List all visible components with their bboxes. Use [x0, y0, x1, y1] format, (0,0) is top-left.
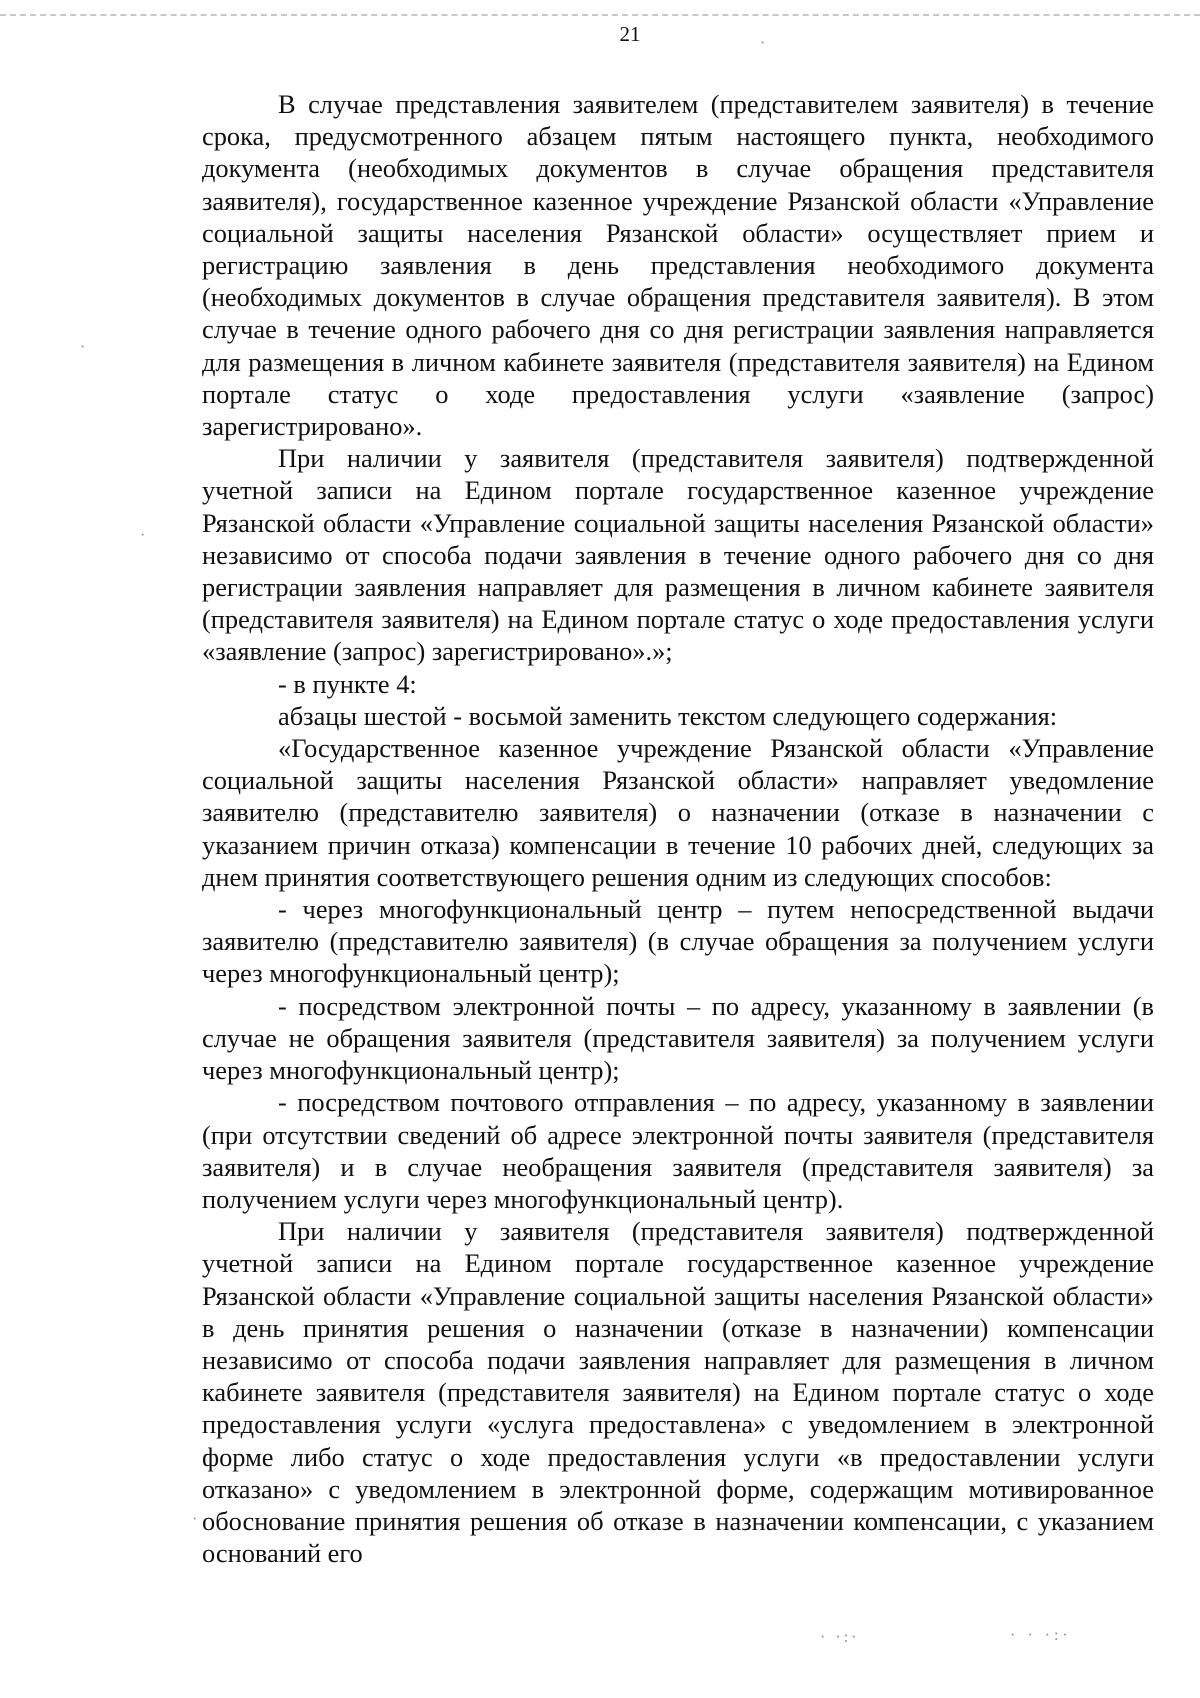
scan-speck: ·: [140, 527, 146, 544]
scan-speck: ·: [760, 35, 766, 52]
document-body: [202, 88, 1154, 1569]
paragraph: - посредством почтового отправления – по адресу, указанному в заявлении (при отсутствии сведений об адресе электронной почты заявителя (представителя заявителя) и в случае необращения заявителя (представителя заявителя) за получением услуги через многофункциональный центр).: [202, 1087, 1154, 1214]
scan-top-edge: [0, 14, 1200, 16]
paragraph: - в пункте 4:: [278, 668, 417, 699]
paragraph: абзацы шестой - восьмой заменить текстом следующего содержания:: [278, 700, 1058, 731]
scan-speck: · · ·:·: [1010, 1627, 1072, 1644]
paragraph: В случае представления заявителем (представителем заявителя) в течение срока, предусмотренного абзацем пятым настоящего пункта, необходимого документа (необходимых документов в случае обращения представителя заявителя), государственное казенное учреждение Рязанской области «Управление социальной защиты населения Рязанской области» осуществляет прием и регистрацию заявления в день представления необходимого документа (необходимых документов в случае обращения представителя заявителя). В этом случае в течение одного рабочего дня со дня регистрации заявления направляется для размещения в личном кабинете заявителя (представителя заявителя) на Едином портале статус о ходе предоставления услуги «заявление (запрос) зарегистрировано».: [202, 89, 1154, 442]
paragraph: - через многофункциональный центр – путем непосредственной выдачи заявителю (представителю заявителя) (в случае обращения за получением услуги через многофункциональный центр);: [202, 894, 1154, 989]
paragraph: При наличии у заявителя (представителя заявителя) подтвержденной учетной записи на Едином портале государственное казенное учреждение Рязанской области «Управление социальной защиты населения Рязанской области» независимо от способа подачи заявления в течение одного рабочего дня со дня регистрации заявления направляет для размещения в личном кабинете заявителя (представителя заявителя) на Едином портале статус о ходе предоставления услуги «заявление (запрос) зарегистрировано».»;: [202, 443, 1154, 667]
paragraph: «Государственное казенное учреждение Рязанской области «Управление социальной защиты населения Рязанской области» направляет уведомление заявителю (представителю заявителя) о назначении (отказе в назначении с указанием причин отказа) компенсации в течение 10 рабочих дней, следующих за днем принятия соответствующего решения одним из следующих способов:: [202, 733, 1154, 892]
scan-speck: ·: [192, 1511, 198, 1528]
scan-speck: ·: [80, 339, 86, 356]
paragraph: - посредством электронной почты – по адресу, указанному в заявлении (в случае не обращения заявителя (представителя заявителя) за получением услуги через многофункциональный центр);: [202, 990, 1154, 1086]
page-number: 21: [619, 22, 641, 46]
paragraph: При наличии у заявителя (представителя заявителя) подтвержденной учетной записи на Едином портале государственное казенное учреждение Рязанской области «Управление социальной защиты населения Рязанской области» в день принятия решения о назначении (отказе в назначении) компенсации независимо от способа подачи заявления направляет для размещения в личном кабинете заявителя (представителя заявителя) на Едином портале статус о ходе предоставления услуги «услуга предоставлена» с уведомлением в электронной форме либо статус о ходе предоставления услуги «в предоставлении услуги отказано» с уведомлением в электронной форме, содержащим мотивированное обоснование принятия решения об отказе в назначении компенсации, с указанием оснований его: [202, 1216, 1154, 1569]
scan-speck: · ·:·: [820, 1629, 860, 1646]
